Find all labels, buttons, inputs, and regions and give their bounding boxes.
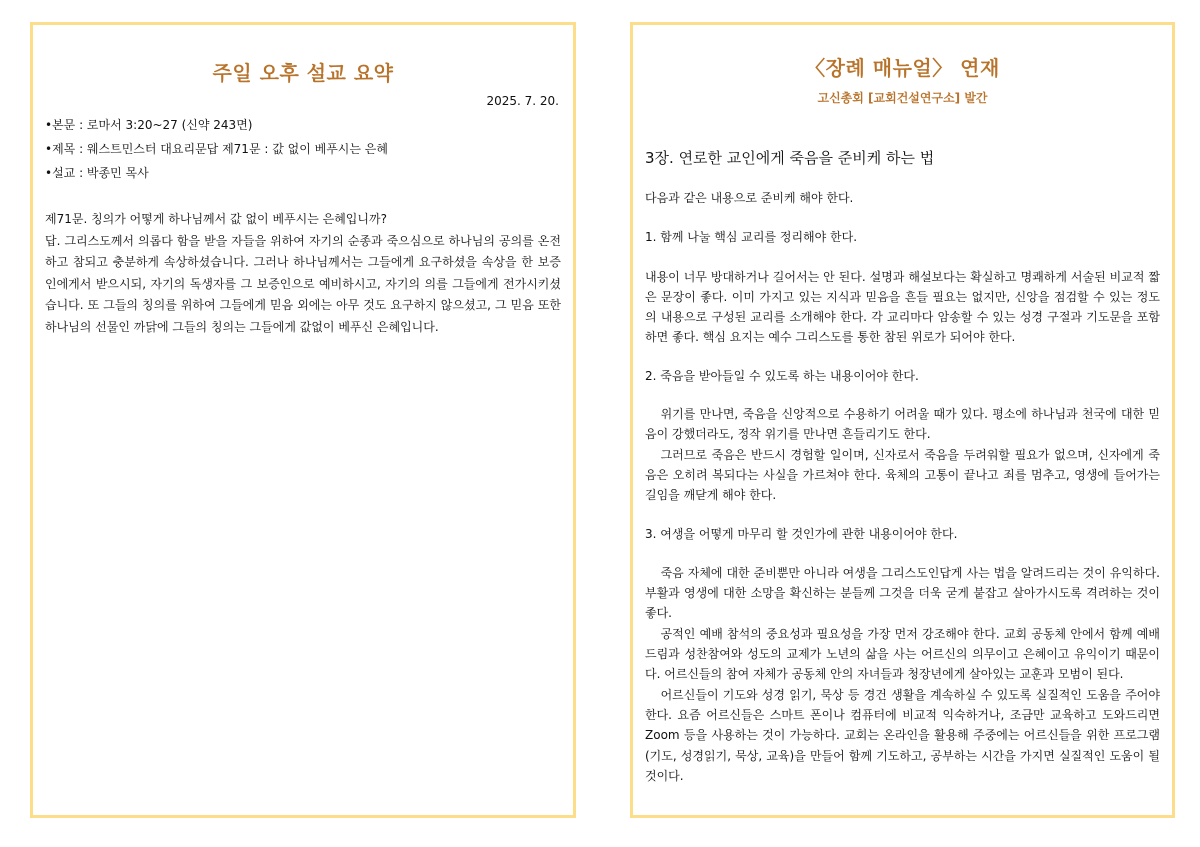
section-3-paragraph-2: 공적인 예배 참석의 중요성과 필요성을 가장 먼저 강조해야 한다. 교회 공동체 안에서 함께 예배드림과 성찬참여와 성도의 교제가 노년의 삶을 사는 어르신의 의무이고 은혜이고 유익이기 때문이다. 어르신들의 참여 자체가 공동체 안의 자녀들과 청장년에게 살아있는 교훈과 모범이 된다. <box>645 626 1160 682</box>
section-3-paragraph-3: 어르신들이 기도와 성경 읽기, 묵상 등 경건 생활을 계속하실 수 있도록 실질적인 도움을 주어야 한다. 요즘 어르신들은 스마트 폰이나 컴퓨터에 비교적 익숙하거나, 조금만 교육하고 도와드리면 Zoom 등을 사용하는 것이 가능하다. 교회는 온라인을 활용해 주중에는 어르신들을 위한 프로그램(기도, 성경읽기, 묵상, 교육)을 만들어 함께 기도하고, 공부하는 시간을 가지면 실질적인 도움이 될 것이다. <box>645 687 1160 783</box>
section-2-paragraph-2: 그러므로 죽음은 반드시 경험할 일이며, 신자로서 죽음을 두려워할 필요가 없으며, 신자에게 죽음은 오히려 복되다는 사실을 가르쳐야 한다. 육체의 고통이 끝나고 죄를 멈추고, 영생에 들어가는 길임을 깨닫게 해야 한다. <box>645 447 1160 503</box>
sermon-date: 2025. 7. 20. <box>486 94 559 108</box>
sermon-preacher: •설교 : 박종민 목사 <box>45 166 149 180</box>
sermon-meta-list <box>45 113 561 185</box>
section-1-paragraph: 내용이 너무 방대하거나 길어서는 안 된다. 설명과 해설보다는 확실하고 명쾌하게 서술된 비교적 짧은 문장이 좋다. 이미 가지고 있는 지식과 믿음을 흔들 필요는 없지만, 신앙을 점검할 수 있는 정도의 내용으로 구성된 교리를 소개해야 한다. 각 교리마다 암송할 수 있는 성경 구절과 기도문을 포함하면 좋다. 핵심 요지는 예수 그리스도를 통한 참된 위로가 되어야 한다. <box>645 269 1160 345</box>
sermon-topic: •제목 : 웨스트민스터 대요리문답 제71문 : 값 없이 베푸시는 은혜 <box>45 142 388 156</box>
sermon-summary-panel <box>30 22 576 818</box>
sermon-title: 주일 오후 설교 요약 <box>212 61 394 85</box>
section-heading-2: 2. 죽음을 받아들일 수 있도록 하는 내용이어야 한다. <box>645 368 919 383</box>
sermon-scripture: •본문 : 로마서 3:20~27 (신약 243면) <box>45 118 253 132</box>
chapter-intro: 다음과 같은 내용으로 준비케 해야 한다. <box>645 191 854 205</box>
section-heading-3: 3. 여생을 어떻게 마무리 할 것인가에 관한 내용이어야 한다. <box>645 526 958 541</box>
catechism-qa <box>45 209 561 339</box>
chapter-title: 3장. 연로한 교인에게 죽음을 준비케 하는 법 <box>645 149 935 167</box>
series-title: 〈장례 매뉴얼〉 연재 <box>805 56 1000 80</box>
section-3-paragraph-1: 죽음 자체에 대한 준비뿐만 아니라 여생을 그리스도인답게 사는 법을 알려드리는 것이 유익하다. 부활과 영생에 대한 소망을 확신하는 분들께 그것을 더욱 굳게 붙잡고 살아가시도록 격려하는 것이 좋다. <box>645 565 1160 621</box>
catechism-answer: 답. 그리스도께서 의롭다 함을 받을 자들을 위하여 자기의 순종과 죽으심으로 하나님의 공의를 온전하고 참되고 충분하게 속상하셨습니다. 그러나 하나님께서는 그들에게 요구하셨을 속상을 한 보증인에게서 받으시되, 자기의 독생자를 그 보증인으로 예비하시고, 자기의 의를 그들에게 전가시키셨습니다. 또 그들의 칭의를 위하여 그들에게 믿음 외에는 아무 것도 요구하지 않으셨고, 그 믿음 또한 하나님의 선물인 까닭에 그들의 칭의는 그들에게 값없이 베푸신 은혜입니다. <box>45 233 561 334</box>
publisher-subtitle: 고신총회 [교회건설연구소] 발간 <box>817 91 988 105</box>
catechism-question: 제71문. 칭의가 어떻게 하나님께서 값 없이 베푸시는 은혜입니까? <box>45 212 387 226</box>
funeral-manual-panel <box>630 22 1175 818</box>
section-heading-1: 1. 함께 나눌 핵심 교리를 정리해야 한다. <box>645 230 858 245</box>
section-2-paragraph-1: 위기를 만나면, 죽음을 신앙적으로 수용하기 어려울 때가 있다. 평소에 하나님과 천국에 대한 믿음이 강했더라도, 정작 위기를 만나면 흔들리기도 한다. <box>645 407 1160 442</box>
